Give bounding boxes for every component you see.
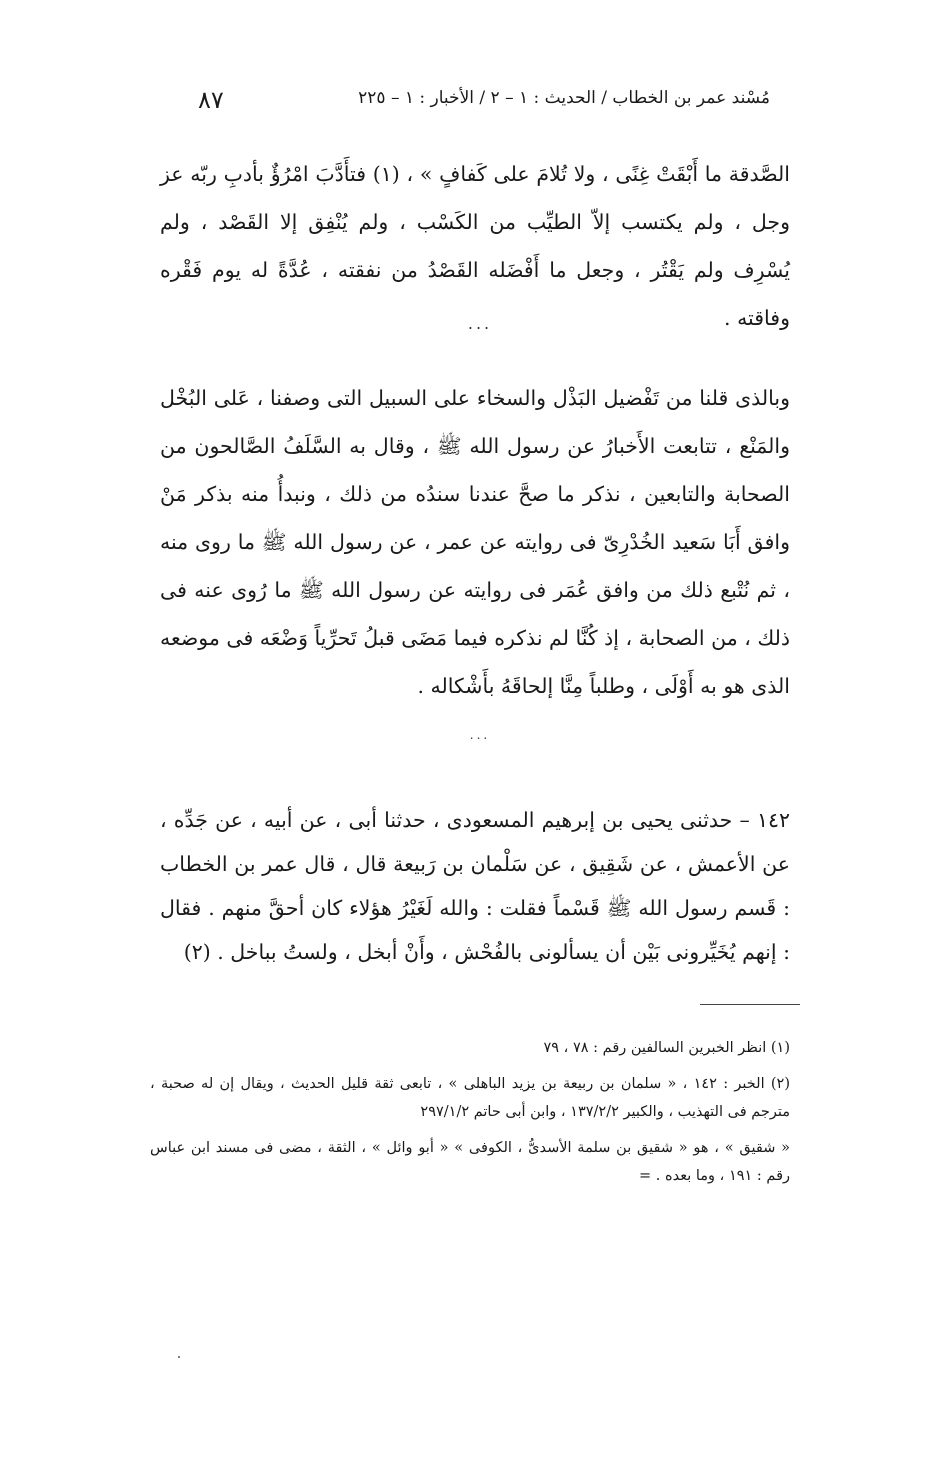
running-head: مُسْند عمر بن الخطاب / الحديث : ١ – ٢ / الأخبار : ١ – ٢٢٥: [358, 88, 770, 108]
section-separator: ...: [469, 728, 491, 742]
footnotes: [150, 1034, 790, 1198]
footnote-1: (١) انظر الخبرين السالفين رقم : ٧٨ ، ٧٩: [543, 1040, 790, 1056]
paragraph-text: الصَّدقة ما أَبْقَتْ غِنًى ، ولا تُلامَ على كَفافٍ » ، (١) فتأَدَّبَ امْرُؤٌ بأدبِ ربّه عز وجل ، ولم يكتسب إلاّ الطيِّب من الكَسْب ، ولم يُنْفِق إلا القَصْد ، ولم يُسْرِف ولم يَقْتُر ، وجعل ما أَفْضَله القَصْدُ من نفقته ، عُدَّةً له يوم فَقْره وفاقته .: [160, 162, 790, 330]
footnote-2-continued: « شقيق » ، هو « شقيق بن سلمة الأسدىُّ ، الكوفى » « أبو وائل » ، الثقة ، مضى فى مسند ابن عباس رقم : ١٩١ ، وما بعده . =: [150, 1140, 790, 1184]
paragraph-text: وبالذى قلنا من تَفْضيل البَذْل والسخاء على السبيل التى وصفنا ، عَلى البُخْل والمَنْع ، تتابعت الأَخبارُ عن رسول الله ﷺ ، وقال به السَّلَفُ الصَّالحون من الصحابة والتابعين ، نذكر ما صحَّ عندنا سندُه من ذلك ، ونبدأُ منه بذكر مَنْ وافق أَبَا سَعيد الخُدْرِىّ فى روايته عن عمر ، عن رسول الله ﷺ ما روى منه ، ثم نُتْبع ذلك من وافق عُمَر فى روايته عن رسول الله ﷺ ما رُوى عنه فى ذلك ، من الصحابة ، إذ كُنَّا لم نذكره فيما مَضَى قبلُ تَحرِّياً وَضْعَه فى موضعه الذى هو به أَوْلَى ، وطلباً مِنَّا إلحاقَهُ بأَشْكاله .: [160, 386, 790, 698]
footnote-divider: [700, 1004, 800, 1005]
paragraph-2: [160, 374, 790, 710]
footnote-2: (٢) الخبر : ١٤٢ ، « سلمان بن ربيعة بن يزيد الباهلى » ، تابعى ثقة قليل الحديث ، ويقال إن له صحبة ، مترجم فى التهذيب ، والكبير ١٣٧/٢/٢ ، وابن أبى حاتم ٢٩٧/١/٢: [150, 1076, 790, 1120]
section-separator: ...: [467, 314, 493, 333]
hadith-142: [160, 798, 790, 974]
page-speck: [178, 1356, 180, 1358]
page-header: [170, 86, 770, 116]
paragraph-text: ١٤٢ – حدثنى يحيى بن إبرهيم المسعودى ، حدثنا أبى ، عن أبيه ، عن جَدِّه ، عن الأعمش ، عن شَقِيق ، عن سَلْمان بن رَبيعة قال ، قال عمر بن الخطاب : قَسم رسول الله ﷺ قَسْماً فقلت : والله لَغَيْرُ هؤلاء كان أحقَّ منهم . فقال : إنهم يُخَيِّرونى بَيْن أن يسألونى بالفُحْش ، وأَنْ أبخل ، ولستُ بباخل . (٢): [160, 808, 790, 964]
page-number: ٨٧: [198, 86, 224, 114]
